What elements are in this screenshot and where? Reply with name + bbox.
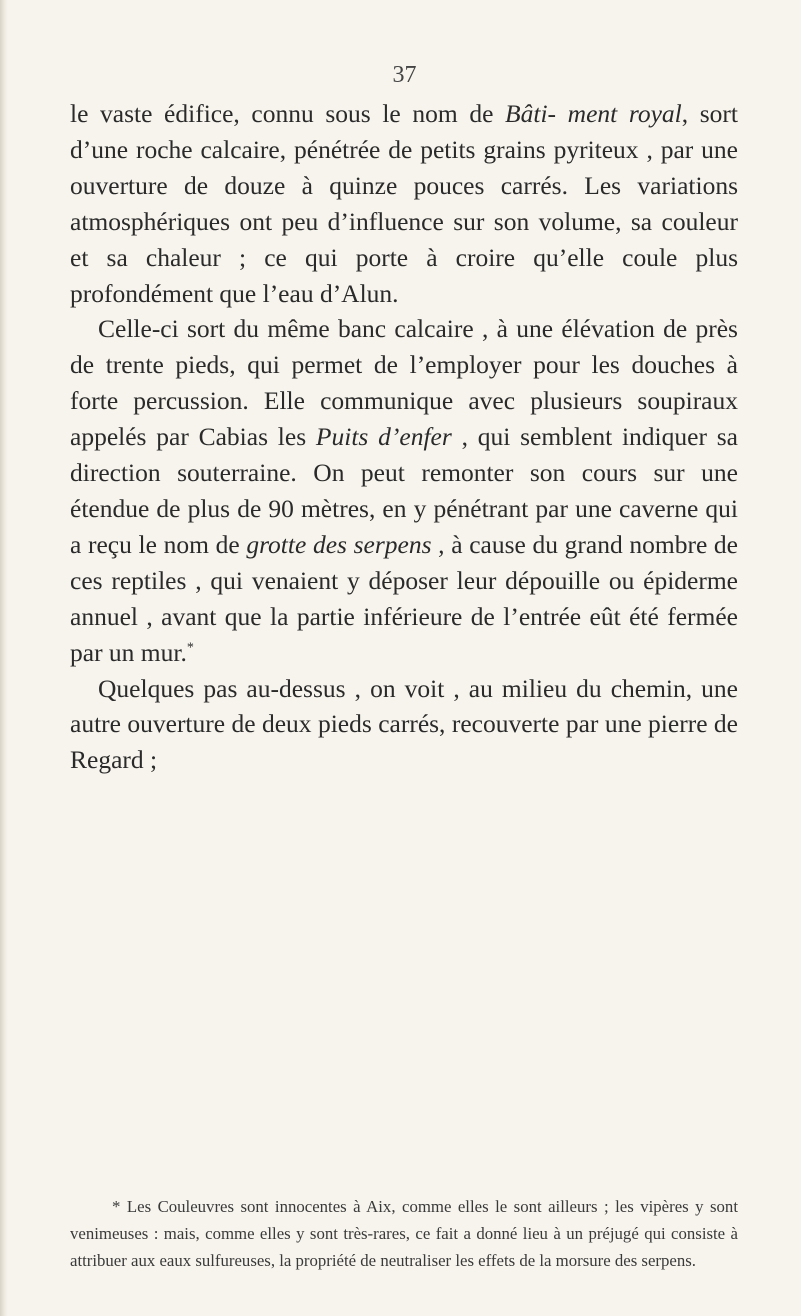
footnote-marker: * bbox=[112, 1197, 121, 1216]
footnote-reference: * bbox=[186, 640, 194, 656]
text-segment: , qui semblent indiquer sa direction souterraine. On peut remonter son cours sur une étendue de plus de 90 mètres, en y pénétrant par une caverne qui a reçu le nom de bbox=[70, 422, 738, 559]
footnote-paragraph bbox=[70, 1194, 738, 1274]
footnote bbox=[70, 1194, 738, 1274]
text-segment: Celle-ci sort du même banc calcaire , à une élévation de près de trente pieds, qui permet de l’employer pour les douches à forte percussion. Elle communique avec plusieurs soupiraux appelés par Cabias les bbox=[70, 314, 738, 452]
page-binding-edge bbox=[0, 0, 8, 1316]
text-segment: le vaste édifice, connu sous le nom de bbox=[70, 99, 506, 128]
page-number: 37 bbox=[392, 62, 417, 88]
footnote-text: Les Couleuvres sont innocentes à Aix, comme elles le sont ailleurs ; les vipères y sont venimeuses : mais, comme elles y sont très-rares, ce fait a donné lieu à un préjugé qui consiste à attribuer aux eaux sulfureuses, la propriété de neutraliser les effets de la morsure des serpens. bbox=[70, 1197, 738, 1270]
italic-term-grotte-des-serpens: grotte des serpens , bbox=[246, 529, 445, 559]
italic-term-puits-denfer: Puits d’enfer bbox=[315, 422, 452, 452]
paragraph-1 bbox=[70, 96, 738, 311]
italic-term-batiment-royal: Bâti- ment royal bbox=[505, 99, 682, 128]
main-text bbox=[70, 96, 738, 778]
paragraph-3 bbox=[70, 671, 738, 779]
text-segment: Quelques pas au-dessus , on voit , au milieu du chemin, une autre ouverture de deux pieds carrés, recouverte par une pierre de Regard ; bbox=[70, 673, 738, 775]
paragraph-2 bbox=[70, 311, 738, 670]
text-segment: à cause du grand nombre de ces reptiles , qui venaient y déposer leur dépouille ou épiderme annuel , avant que la partie inférieure de l’entrée eût été fermée par un mur. bbox=[70, 529, 738, 667]
text-segment: , sort d’une roche calcaire, pénétrée de petits grains pyriteux , par une ouverture de douze à quinze pouces carrés. Les variations atmosphériques ont peu d’influence sur son volume, sa couleur et sa chaleur ; ce qui porte à croire qu’elle coule plus profondément que l’eau d’Alun. bbox=[70, 99, 739, 308]
